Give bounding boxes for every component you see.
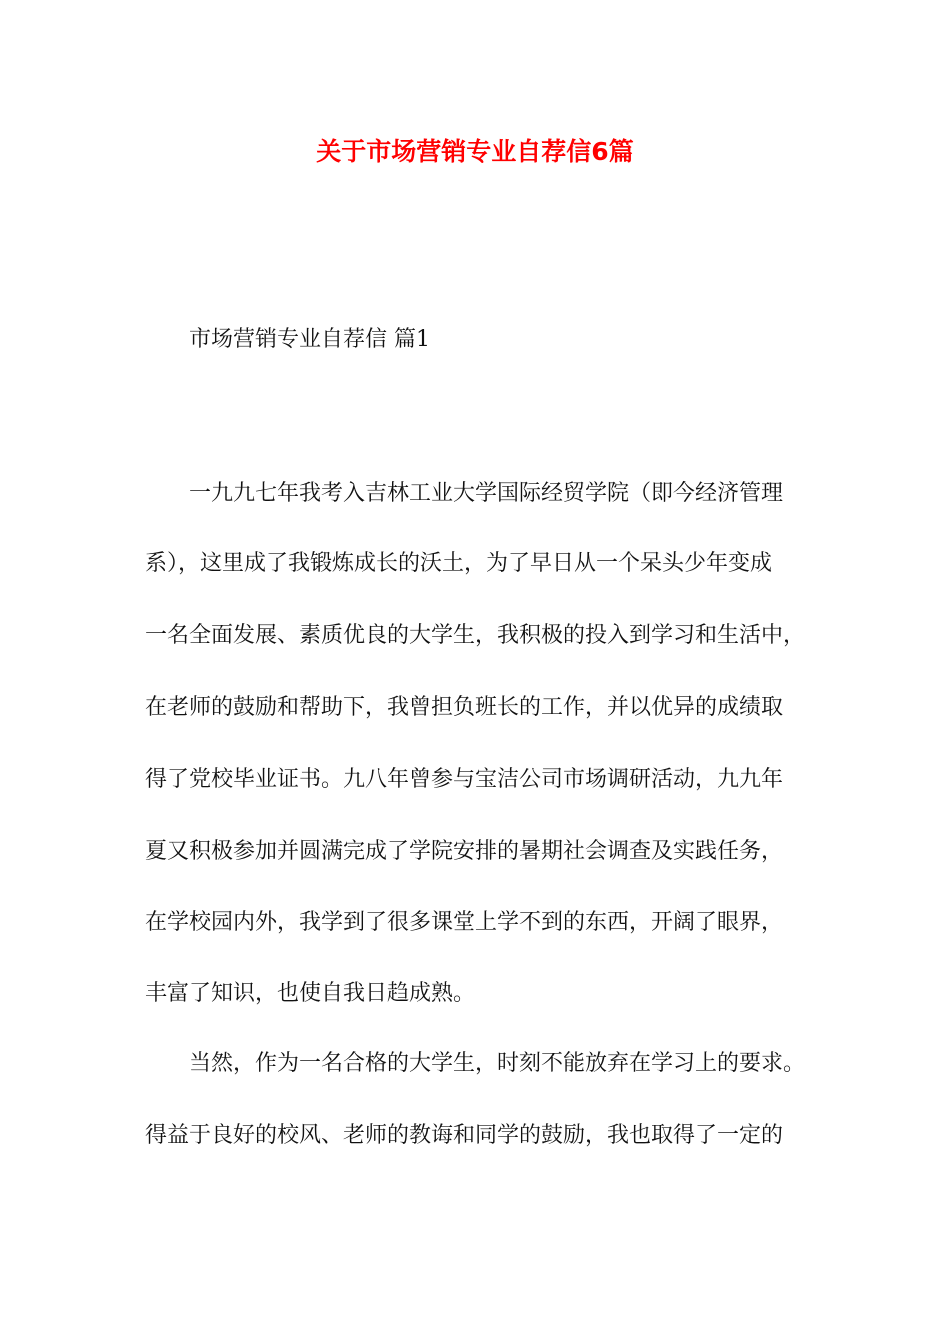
paragraph-line: 一九九七年我考入吉林工业大学国际经贸学院（即今经济管理 [189, 481, 784, 506]
paragraph-line: 在老师的鼓励和帮助下，我曾担负班长的工作，并以优异的成绩取 [145, 695, 784, 720]
paragraph-line: 一名全面发展、素质优良的大学生，我积极的投入到学习和生活中， [145, 623, 806, 648]
paragraph-line: 当然，作为一名合格的大学生，时刻不能放弃在学习上的要求。 [189, 1051, 806, 1076]
paragraph-line: 夏又积极参加并圆满完成了学院安排的暑期社会调查及实践任务， [145, 839, 784, 864]
paragraph-line: 得了党校毕业证书。九八年曾参与宝洁公司市场调研活动，九九年 [145, 767, 784, 792]
paragraph-line: 系），这里成了我锻炼成长的沃土，为了早日从一个呆头少年变成 [145, 551, 773, 576]
paragraph-line: 在学校园内外，我学到了很多课堂上学不到的东西，开阔了眼界， [145, 910, 784, 935]
document-title: 关于市场营销专业自荐信6篇 [316, 137, 634, 166]
section-heading: 市场营销专业自荐信 篇1 [189, 327, 430, 352]
paragraph-line: 得益于良好的校风、老师的教诲和同学的鼓励，我也取得了一定的 [145, 1123, 784, 1148]
paragraph-line: 丰富了知识，也使自我日趋成熟。 [145, 981, 476, 1006]
